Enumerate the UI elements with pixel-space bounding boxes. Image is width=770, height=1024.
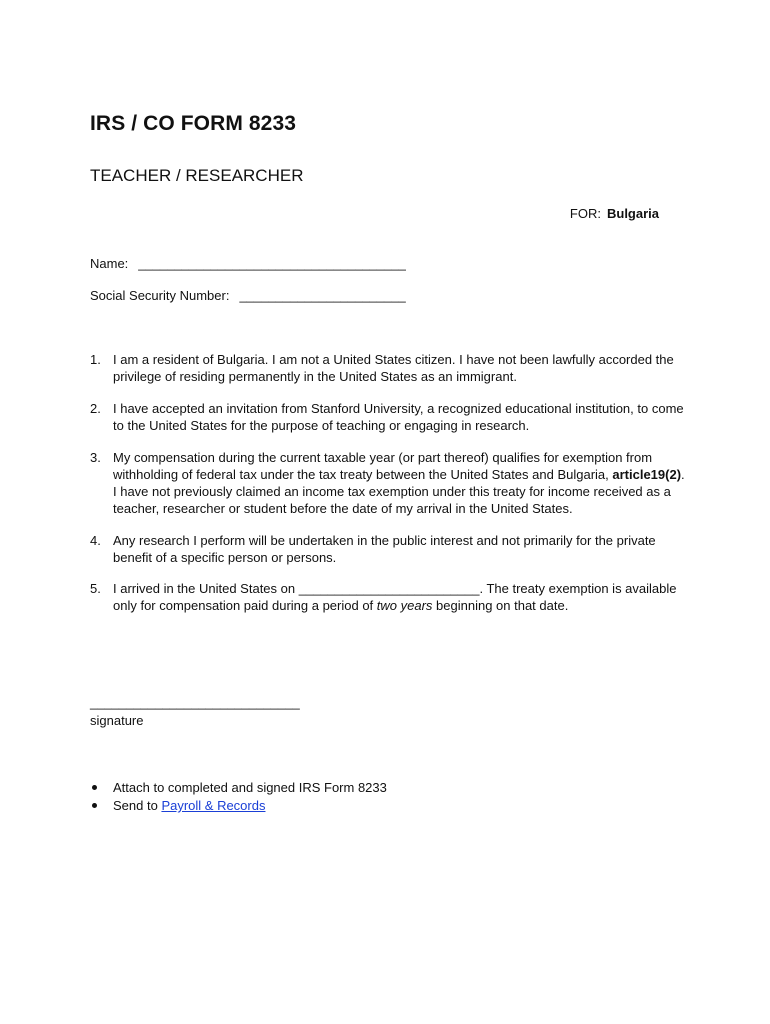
- for-country: Bulgaria: [606, 206, 659, 221]
- ssn-label: Social Security Number:: [90, 288, 230, 303]
- item-text: Any research I perform will be undertaken in the public interest and not primarily for the private benefit of a specific person or persons.: [113, 533, 656, 565]
- item-text: I have accepted an invitation from Stanford University, a recognized educational institution, to come to the United States for the purpose of teaching or engaging in research.: [113, 401, 684, 433]
- instruction-send: [90, 797, 387, 815]
- exemption-period: two years: [376, 598, 433, 613]
- for-country-line: [570, 206, 659, 221]
- signature-label: signature: [90, 713, 144, 728]
- item-number: 2.: [90, 401, 101, 416]
- name-blank[interactable]: _____________________________________: [138, 256, 406, 271]
- declaration-item-5: [90, 580, 690, 614]
- item-number: 3.: [90, 450, 101, 465]
- bullet-icon: [92, 785, 97, 790]
- name-label: Name:: [90, 256, 129, 271]
- item-text-b: . I have not previously claimed an income tax exemption under this treaty for income received as a teacher, researcher or student before the date of my arrival in the United States.: [113, 467, 685, 516]
- item-number: 4.: [90, 533, 101, 548]
- declaration-item-1: [90, 351, 690, 385]
- item-text: I am a resident of Bulgaria. I am not a United States citizen. I have not been lawfully accorded the privilege of residing permanently in the United States as an immigrant.: [113, 352, 674, 384]
- instruction-attach-text: Attach to completed and signed IRS Form 8233: [113, 780, 387, 795]
- item-text-a: I arrived in the United States on _________________________. The treaty exemption is available only for compensation paid during a period of: [113, 581, 677, 613]
- form-title: IRS / CO FORM 8233: [90, 112, 297, 135]
- item-text-a: My compensation during the current taxable year (or part thereof) qualifies for exemption from withholding of federal tax under the tax treaty between the United States and Bulgaria,: [113, 450, 653, 482]
- bullet-icon: [92, 803, 97, 808]
- instruction-send-prefix: Send to: [113, 798, 162, 813]
- declaration-item-4: [90, 532, 690, 566]
- instruction-attach: [90, 779, 387, 797]
- item-text-b: beginning on that date.: [432, 598, 569, 613]
- declaration-item-3: [90, 449, 690, 517]
- for-label: FOR:: [569, 206, 601, 221]
- payroll-records-link[interactable]: Payroll & Records: [161, 798, 266, 813]
- item-number: 5.: [90, 581, 101, 596]
- signature-line[interactable]: _____________________________: [90, 695, 300, 710]
- declaration-list: [90, 351, 690, 629]
- declaration-item-2: [90, 400, 690, 434]
- ssn-blank[interactable]: _______________________: [239, 288, 406, 303]
- name-field[interactable]: [90, 256, 406, 271]
- form-subtitle: TEACHER / RESEARCHER: [90, 166, 304, 185]
- ssn-field[interactable]: [90, 288, 406, 303]
- instructions-list: [90, 779, 387, 815]
- treaty-article: article19(2): [612, 467, 682, 482]
- item-number: 1.: [90, 352, 101, 367]
